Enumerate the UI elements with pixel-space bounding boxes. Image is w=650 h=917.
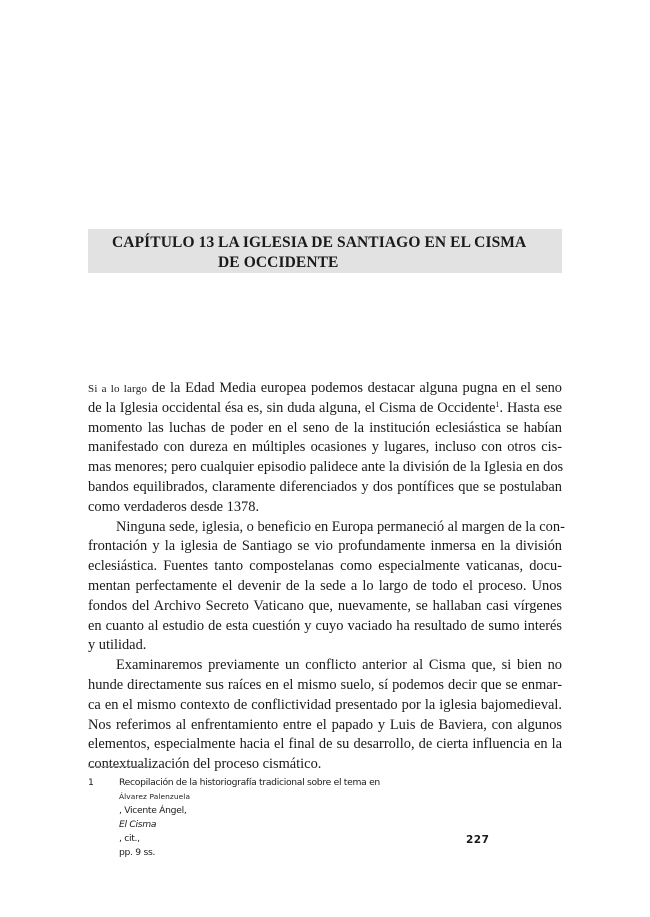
chapter-number: CAPÍTULO 13 [112,234,215,251]
text-line: hunde directamente sus raíces en el mismo suelo, sí podemos decir que se enmar- [88,676,562,693]
chapter-header [88,229,562,273]
footnote-title: El Cisma [119,819,157,830]
footnote-text [119,776,569,860]
opening-smallcaps: Si a lo largo [88,383,148,395]
footnote-line: pp. 9 ss. [119,847,156,858]
text-line: fondos del Archivo Secreto Vaticano que, nuevamente, se hallaban casi vírgenes [88,597,562,614]
paragraph [88,656,562,775]
text-line: bandos equilibrados, claramente diferenciados y dos pontífices que se postulaban [88,478,562,495]
text-line: eclesiástica. Fuentes tanto compostelanas como especialmente vaticanas, docu- [88,558,562,575]
text-line: frontación y la iglesia de Santiago se vio profundamente inmersa en la división [88,538,562,555]
chapter-title-line: LA IGLESIA DE SANTIAGO EN EL CISMA [218,234,527,251]
footnote-reference[interactable]: 1 [495,399,500,409]
text-line: Examinaremos previamente un conflicto anterior al Cisma que, si bien no [116,657,562,674]
text-line: elementos, especialmente hacia el final de su desarrollo, de cierta influencia en la [88,736,562,753]
chapter-title-line: DE OCCIDENTE [218,254,339,271]
text-line: contextualización del proceso cismático. [88,756,322,773]
text-line: momento las luchas de poder en el seno de la institución eclesiástica se habían [88,419,562,436]
body-text [88,379,565,775]
page-number: 227 [466,834,490,846]
text-line: y utilidad. [88,637,147,654]
text-line: Ninguna sede, iglesia, o beneficio en Europa permaneció al margen de la con- [116,518,565,535]
footnote-number: 1 [88,777,94,788]
text-line: Nos referimos al enfrentamiento entre el papado y Luis de Baviera, con algunos [88,716,562,733]
text-line: de la Iglesia occidental ésa es, sin duda alguna, el Cisma de Occidente$^1$. Hasta ese [88,399,563,416]
text-line: mentan perfectamente el devenir de la sede a lo largo de todo el proceso. Unos [88,577,562,594]
footnote-author: Álvarez Palenzuela [119,792,191,801]
text-line: mas menores; pero cualquier episodio palidece ante la división de la Iglesia en dos [88,459,564,476]
paragraph [88,518,565,657]
text-line: Si a lo largo de la Edad Media europea podemos destacar alguna pugna en el seno [88,380,562,396]
text-line: como verdaderos desde 1378. [88,498,260,515]
paragraph [88,379,562,518]
footnote-divider [88,766,152,767]
text-line: en cuanto al estudio de esta cuestión y cuyo vaciado ha resultado de sumo interés [88,617,562,634]
text-line: manifestado con dureza en múltiples ocasiones y lugares, incluso con otros cis- [88,439,562,456]
footnote-line: Recopilación de la historiografía tradicional sobre el tema en Álvarez Palenzuela , Vicente Ángel, El Cisma , cit., [119,776,569,846]
text-line: ca en el mismo contexto de conflictividad presentado por la iglesia bajomedieval. [88,696,562,713]
chapter-title [218,233,548,273]
